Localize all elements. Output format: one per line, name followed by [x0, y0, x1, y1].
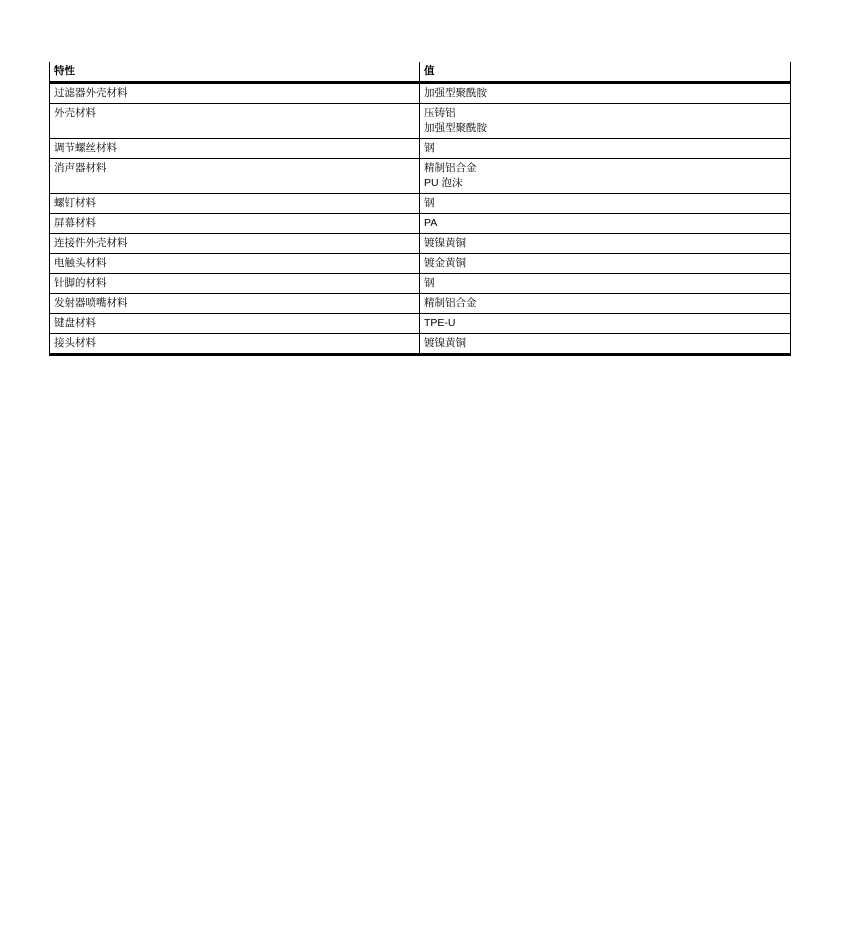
table-row	[50, 294, 791, 314]
value-line: 精制铝合金	[424, 162, 477, 174]
value-cell	[420, 314, 791, 334]
value-cell	[420, 104, 791, 139]
property-cell: 发射器喷嘴材料	[50, 294, 420, 314]
value-line: 精制铝合金	[424, 297, 477, 309]
table-row	[50, 83, 791, 104]
value-line: 钢	[424, 142, 435, 154]
table-row	[50, 334, 791, 355]
property-cell: 电触头材料	[50, 254, 420, 274]
value-cell	[420, 159, 791, 194]
value-line: 镀金黄铜	[424, 257, 466, 269]
header-value: 值	[420, 62, 791, 83]
property-cell: 调节螺丝材料	[50, 139, 420, 159]
table-row	[50, 314, 791, 334]
value-line: TPE-U	[424, 317, 456, 329]
value-line: PA	[424, 217, 438, 229]
property-cell: 过滤器外壳材料	[50, 83, 420, 104]
value-line: 压铸铝	[424, 107, 456, 119]
value-line: 镀镍黄铜	[424, 337, 466, 349]
value-line: 钢	[424, 277, 435, 289]
property-cell: 接头材料	[50, 334, 420, 355]
value-cell	[420, 214, 791, 234]
value-line: 钢	[424, 197, 435, 209]
property-cell: 屏幕材料	[50, 214, 420, 234]
table-row	[50, 254, 791, 274]
value-line: 加强型聚酰胺	[424, 87, 487, 99]
header-property: 特性	[50, 62, 420, 83]
table-row	[50, 194, 791, 214]
value-cell	[420, 294, 791, 314]
property-cell: 外壳材料	[50, 104, 420, 139]
value-cell	[420, 234, 791, 254]
value-cell	[420, 83, 791, 104]
property-cell: 消声器材料	[50, 159, 420, 194]
table-row	[50, 159, 791, 194]
table-row	[50, 214, 791, 234]
properties-table	[49, 62, 791, 356]
value-line: 镀镍黄铜	[424, 237, 466, 249]
property-cell: 螺钉材料	[50, 194, 420, 214]
table-row	[50, 104, 791, 139]
value-cell	[420, 139, 791, 159]
value-cell	[420, 254, 791, 274]
table-header-row	[50, 62, 791, 83]
table-row	[50, 274, 791, 294]
value-cell	[420, 334, 791, 355]
table-row	[50, 234, 791, 254]
property-cell: 连接件外壳材料	[50, 234, 420, 254]
property-cell: 键盘材料	[50, 314, 420, 334]
value-cell	[420, 194, 791, 214]
table-row	[50, 139, 791, 159]
value-line: PU 泡沫	[424, 177, 463, 189]
value-line: 加强型聚酰胺	[424, 122, 487, 134]
value-cell	[420, 274, 791, 294]
property-cell: 针脚的材料	[50, 274, 420, 294]
